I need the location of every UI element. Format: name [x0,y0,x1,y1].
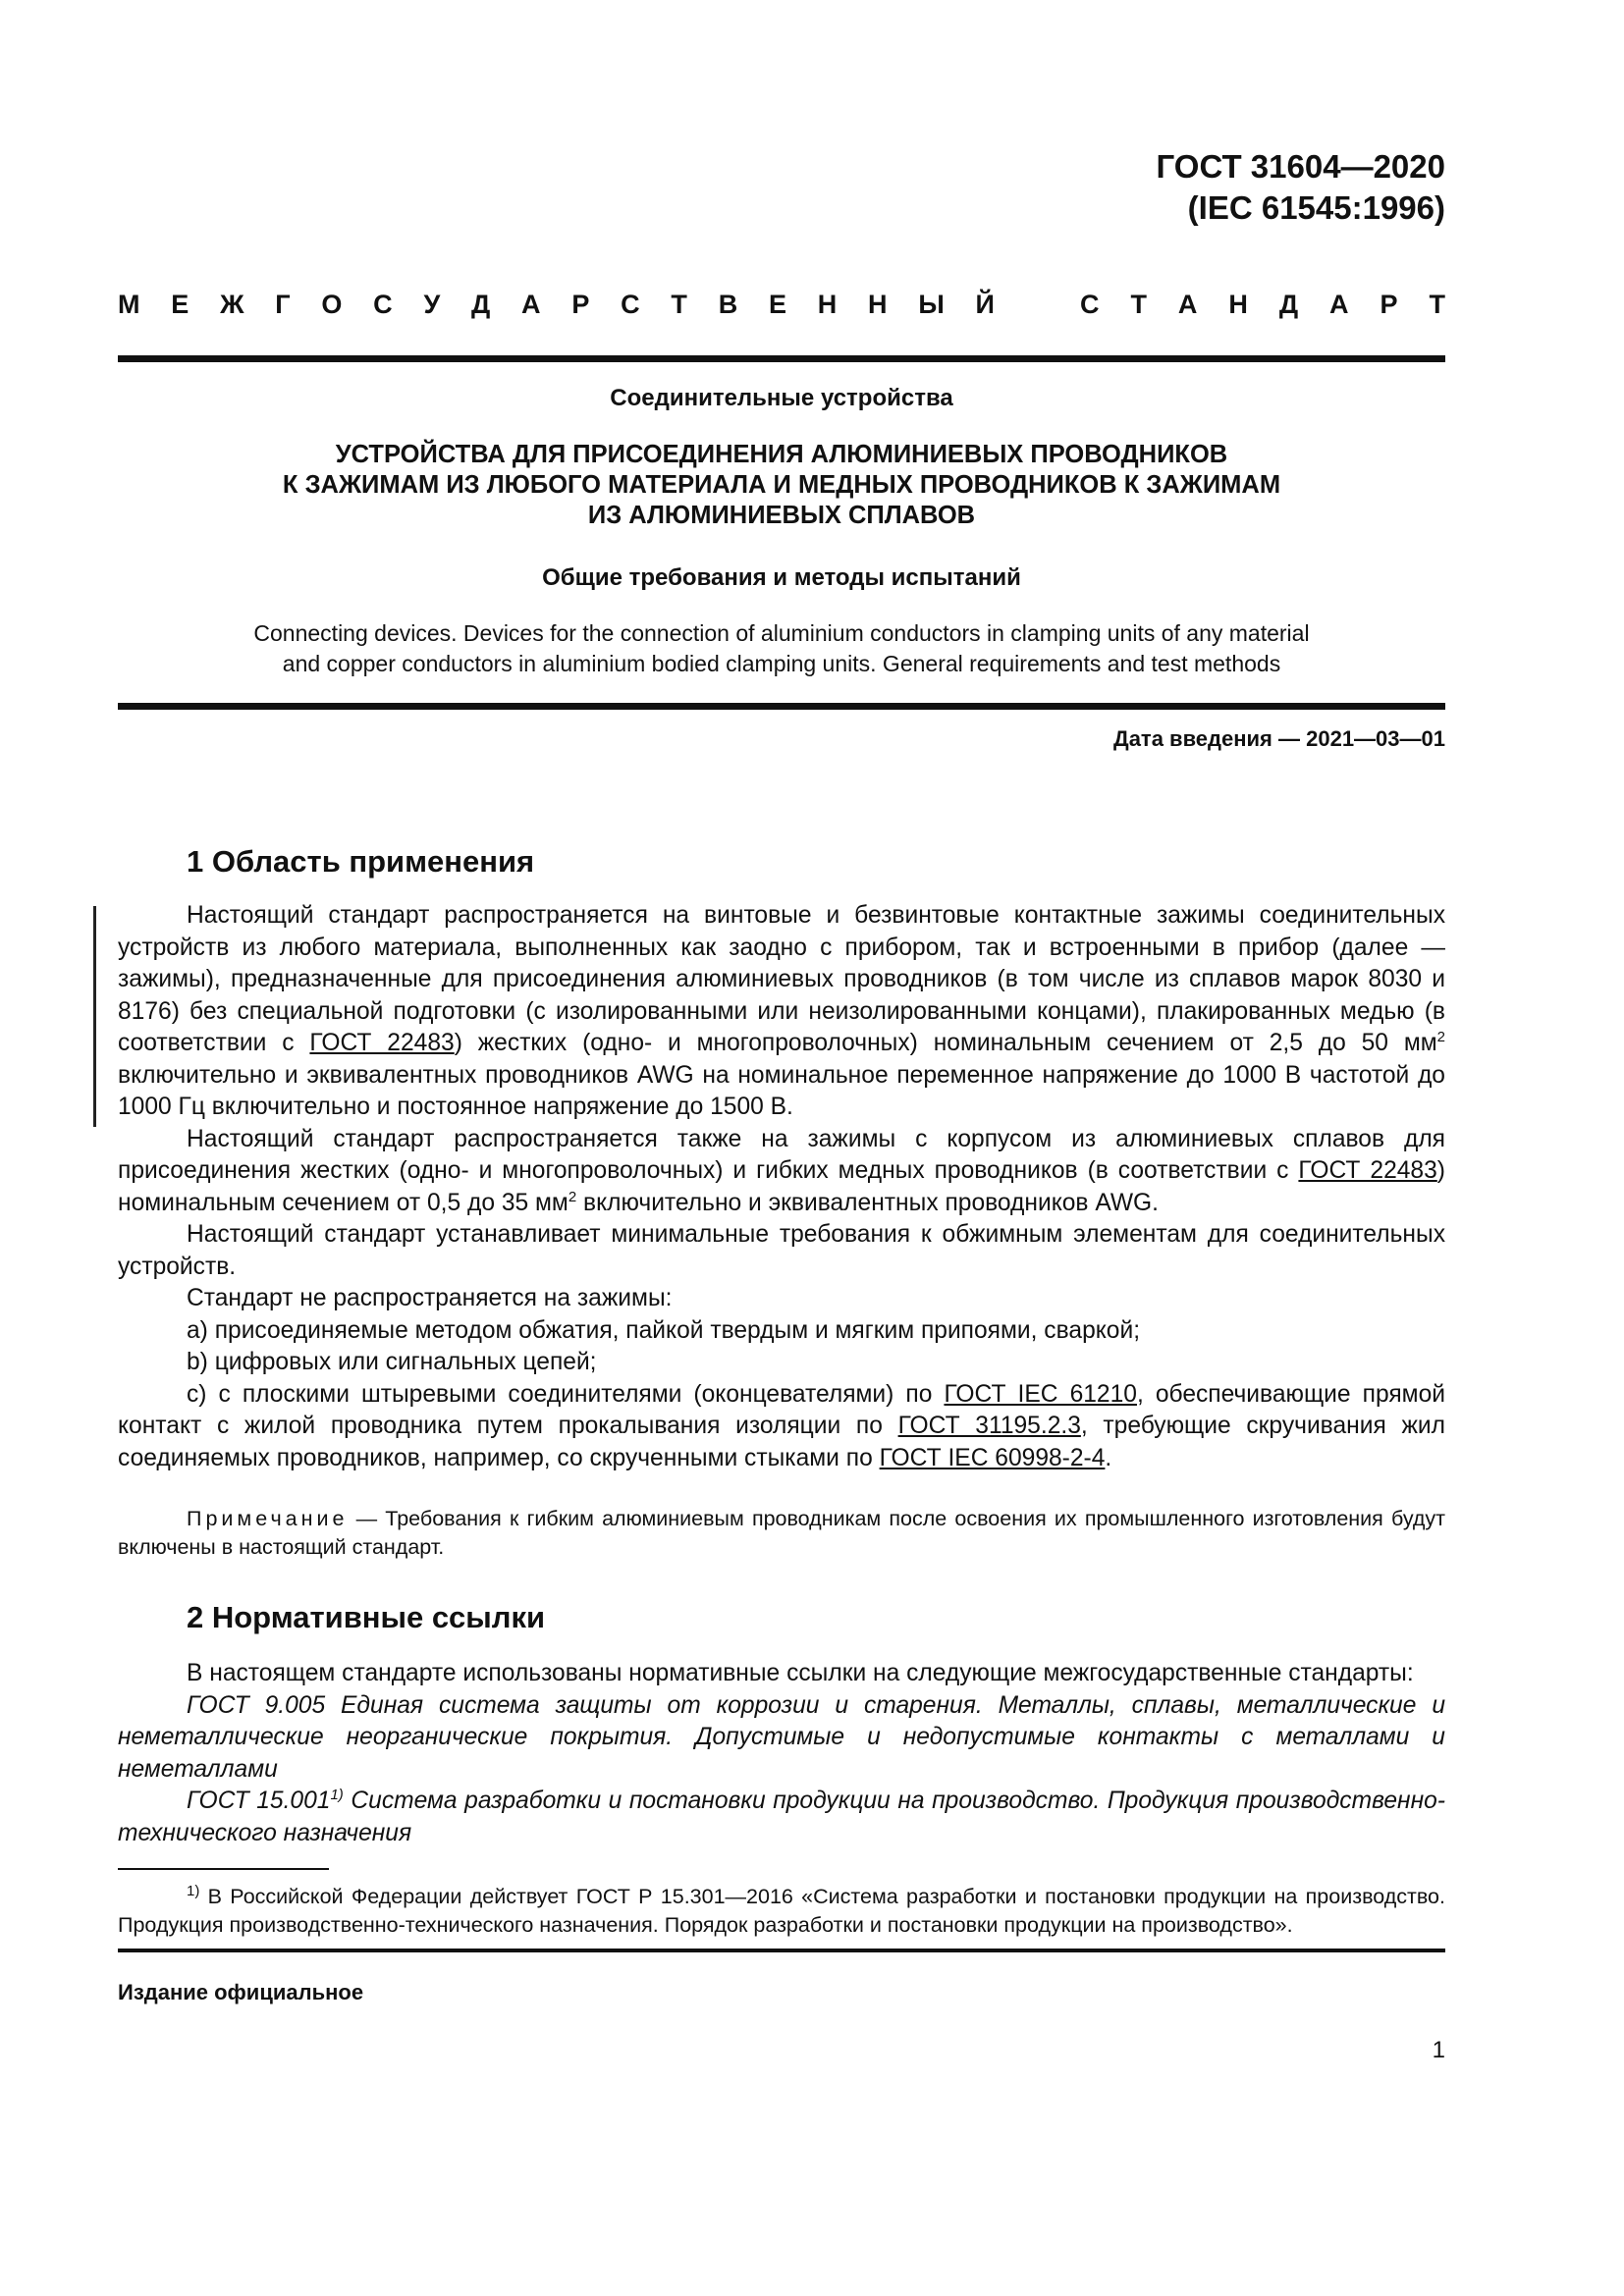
iec-number: (IEC 61545:1996) [1187,189,1445,226]
paragraph: В настоящем стандарте использованы нормативные ссылки на следующие межгосударственные стандарты: [187,1660,1414,1686]
reference-item: ГОСТ 15.001$^{1)}$ Система разработки и постановки продукции на производство. Продукция производственно-технического назначения [118,1786,1445,1846]
section-1-body [118,900,1445,1474]
gost-link[interactable]: ГОСТ 22483 [309,1030,455,1056]
edition-label: Издание официальное [118,1980,364,2004]
intro-date: Дата введения — 2021—03—01 [1113,726,1445,751]
divider-bottom [118,1949,1445,1952]
paragraph: Стандарт не распространяется на зажимы: [187,1285,673,1311]
page-number: 1 [1432,2037,1445,2063]
paragraph: Настоящий стандарт устанавливает минимальные требования к обжимным элементам для соединительных устройств. [118,1221,1445,1280]
list-item: с) с плоскими штыревыми соединителями (оконцевателями) по ГОСТ IEC 61210, обеспечивающие прямой контакт с жилой проводника путем прокалывания изоляции по ГОСТ 31195.2.3, требующие скручивания жил соединяемых проводников, например, со скрученными стыками по ГОСТ IEC 60998-2-4. [118,1380,1446,1471]
gost-link[interactable]: ГОСТ 22483 [1298,1157,1437,1184]
footnote-separator [118,1868,329,1870]
banner-standard: С Т А Н Д А Р Т [1080,290,1445,319]
gost-link[interactable]: ГОСТ IEC 61210 [944,1380,1137,1408]
paragraph: Настоящий стандарт распространяется также на зажимы с корпусом из алюминиевых сплавов для присоединения жестких (одно- и многопроволочных) и гибких медных проводников (в соответствии с ГОСТ 22483) номинальным сечением от 0,5 до 35 $мм^2$ включительно и эквивалентных проводников AWG. [118,1125,1445,1216]
list-item: а) присоединяемые методом обжатия, пайкой твердым и мягким припоями, сваркой; [187,1316,1141,1344]
note: Примечание — Требования к гибким алюминиевым проводникам после освоения их промышленного изготовления будут включены в настоящий стандарт. [118,1507,1445,1559]
paragraph: Настоящий стандарт распространяется на винтовые и безвинтовые контактные зажимы соединительных устройств из любого материала, выполненных как заодно с прибором, так и встроенными в прибор (далее — зажимы), предназначенные для присоединения алюминиевых проводников (в том числе из сплавов марок 8030 и 8176) без специальной подготовки (с изолированными или неизолированными концами), плакированных медью (в соответствии с ГОСТ 22483) жестких (одно- и многопроволочных) номинальным сечением от 2,5 до 50 $мм^2$ включительно и эквивалентных проводников AWG на номинальное переменное напряжение до 1000 В частотой до 1000 Гц включительно и постоянное напряжение до 1500 В. [118,902,1445,1120]
main-title: УСТРОЙСТВА ДЛЯ ПРИСОЕДИНЕНИЯ АЛЮМИНИЕВЫХ ПРОВОДНИКОВ К ЗАЖИМАМ ИЗ ЛЮБОГО МАТЕРИАЛА И МЕДНЫХ ПРОВОДНИКОВ К ЗАЖИМАМ ИЗ АЛЮМИНИЕВЫХ СПЛАВОВ [282,441,1281,529]
gost-number: ГОСТ 31604—2020 [1156,148,1445,185]
footnote: $^{1)}$ В Российской Федерации действует ГОСТ Р 15.301—2016 «Система разработки и постановки продукции на производство. Продукция производственно-технического назначения. Порядок разработки и постановки продукции на производство». [118,1882,1445,1937]
banner-interstate: М Е Ж Г О С У Д А Р С Т В Е Н Н Ы Й [118,290,995,319]
section-1-heading: 1 Область применения [187,844,535,879]
divider-top [118,355,1445,362]
footnote-marker: 1) [187,1882,200,1899]
group-title: Соединительные устройства [610,385,953,411]
section-2-heading: 2 Нормативные ссылки [187,1600,546,1634]
gost-link[interactable]: ГОСТ IEC 60998-2-4 [879,1444,1106,1471]
list-item: b) цифровых или сигнальных цепей; [187,1349,597,1375]
reference-item: ГОСТ 9.005 Единая система защиты от коррозии и старения. Металлы, сплавы, металлические и неметаллические неорганические покрытия. Допустимые и недопустимые контакты с металлами и неметаллами [118,1691,1445,1783]
gost-link[interactable]: ГОСТ 31195.2.3 [897,1413,1081,1439]
subtitle: Общие требования и методы испытаний [542,564,1021,591]
revision-bar [93,906,96,1127]
note-label: Примечание [187,1507,349,1530]
english-title: Connecting devices. Devices for the connection of aluminium conductors in clamping units of any material and copper conductors in aluminium bodied clamping units. General requirements and test methods [253,620,1310,676]
divider-middle [118,703,1445,710]
section-2-body [118,1658,1445,1849]
